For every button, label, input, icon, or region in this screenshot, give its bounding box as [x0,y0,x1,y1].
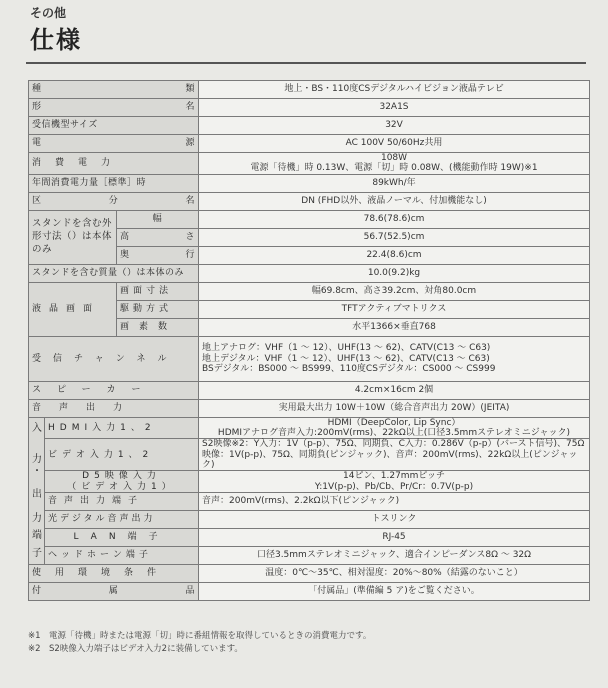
section-label: その他 [30,6,67,20]
footnotes [28,630,371,656]
row-label-annual: 年間消費電力量［標準］時 [29,174,199,192]
io-hdmi-label: HDMI入力1、2 [45,417,199,439]
table-row [29,153,590,175]
table-row [29,511,590,529]
table-row [29,439,590,471]
io-optical-label: 光デジタル音声出力 [45,511,199,529]
table-row [29,529,590,547]
row-label-speaker: スピーカー [29,381,199,399]
dims-depth-value: 22.4(8.6)cm [199,246,590,264]
io-lan-label: LAN端子 [45,529,199,547]
footnote-2: ※2 S2映像入力端子はビデオ入力2に装備しています。 [28,643,243,654]
row-value-channels: 地上アナログ：VHF（1 ～ 12）、UHF(13 ～ 62)、CATV(C13 ～ C63) 地上デジタル：VHF（1 ～ 12）、UHF(13 ～ 62)、CATV(C13 ～ C63) BSデジタル：BS000 ～ BS999、110度CSデジタル：CS000 ～ CS999 [199,336,590,381]
row-label-env: 使用環境条件 [29,565,199,583]
row-value-consumption: 108W 電源「待機」時 0.13W、電源「切」時 0.08W、(機能動作時 19W)※1 [199,153,590,175]
row-value-power: AC 100V 50/60Hz共用 [199,135,590,153]
panel-size-label: 画面寸法 [117,282,199,300]
table-row [29,417,590,439]
row-value-speaker: 4.2cm×16cm 2個 [199,381,590,399]
title-divider [26,62,586,64]
panel-pixels-label: 画素数 [117,318,199,336]
row-label-audio-out: 音声出力 [29,399,199,417]
row-label-channels: 受信チャンネル [29,336,199,381]
footnote-1: ※1 電源「待機」時または電源「切」時に番組情報を取得しているときの消費電力です。 [28,631,372,641]
table-row [29,210,590,228]
table-row [29,192,590,210]
page-title: 仕様 [30,26,82,54]
panel-drive-value: TFTアクティブマトリクス [199,300,590,318]
table-row [29,99,590,117]
dims-height-label: 高 さ [117,228,199,246]
row-label-accessories: 付 属 品 [29,583,199,601]
table-row [29,565,590,583]
table-row [29,264,590,282]
io-video-label: ビデオ入力1、2 [45,439,199,471]
row-value-class: DN (FHD以外、液晶ノーマル、付加機能なし) [199,192,590,210]
row-label-power: 電 源 [29,135,199,153]
table-row [29,493,590,511]
row-label-class: 区 分 名 [29,192,199,210]
io-side-label: 入 力 ・ 出 力 端 子 [29,417,45,564]
table-row [29,174,590,192]
table-row [29,117,590,135]
table-row [29,282,590,300]
table-row [29,547,590,565]
spec-table [28,80,590,601]
io-optical-value: トスリンク [199,511,590,529]
table-row [29,471,590,493]
io-headphone-value: 口径3.5mmステレオミニジャック、適合インピーダンス8Ω ～ 32Ω [199,547,590,565]
table-row [29,583,590,601]
row-value-env: 温度：0℃～35℃、相対湿度：20%～80%（結露のないこと） [199,565,590,583]
dims-width-label: 幅 [117,210,199,228]
io-lan-value: RJ-45 [199,529,590,547]
row-label-mass: スタンドを含む質量（）は本体のみ [29,264,199,282]
row-label-model: 形 名 [29,99,199,117]
row-value-audio-out: 実用最大出力 10W＋10W（総合音声出力 20W）(JEITA) [199,399,590,417]
panel-pixels-value: 水平1366×垂直768 [199,318,590,336]
table-row [29,135,590,153]
io-aout-value: 音声：200mV(rms)、2.2kΩ以下(ピンジャック) [199,493,590,511]
panel-group-label: 液晶画面 [29,282,117,336]
table-row [29,81,590,99]
io-d5-value: 14ピン、1.27mmピッチ Y:1V(p-p)、Pb/Cb、Pr/Cr：0.7V(p-p) [199,471,590,493]
panel-size-value: 幅69.8cm、高さ39.2cm、対角80.0cm [199,282,590,300]
io-video-value: S2映像※2：Y入力：1V（p-p）、75Ω、同期負、C入力：0.286V（p-p）(バースト信号)、75Ω 映像：1V(p-p)、75Ω、同期負(ピンジャック)、音声：200mV(rms)、22kΩ以上(ピンジャック) [199,439,590,471]
table-row [29,381,590,399]
row-value-type: 地上・BS・110度CSデジタルハイビジョン液晶テレビ [199,81,590,99]
row-value-annual: 89kWh/年 [199,174,590,192]
row-label-type: 種 類 [29,81,199,99]
io-d5-label: D5映像入力 （ビデオ入力1） [45,471,199,493]
io-headphone-label: ヘッドホーン端子 [45,547,199,565]
table-row [29,336,590,381]
row-label-size: 受信機型サイズ [29,117,199,135]
row-value-accessories: 「付属品」(準備編 5 ア)をご覧ください。 [199,583,590,601]
dims-depth-label: 奥 行 [117,246,199,264]
row-value-model: 32A1S [199,99,590,117]
io-aout-label: 音声出力端子 [45,493,199,511]
io-hdmi-value: HDMI（DeepColor, Lip Sync） HDMIアナログ音声入力:200mV(rms)、22kΩ以上(口径3.5mmステレオミニジャック) [199,417,590,439]
dims-group-label: スタンドを含む外形寸法（）は本体のみ [29,210,117,264]
row-label-consumption: 消費電力 [29,153,199,175]
row-value-size: 32V [199,117,590,135]
row-value-mass: 10.0(9.2)kg [199,264,590,282]
dims-height-value: 56.7(52.5)cm [199,228,590,246]
dims-width-value: 78.6(78.6)cm [199,210,590,228]
panel-drive-label: 駆動方式 [117,300,199,318]
table-row [29,399,590,417]
